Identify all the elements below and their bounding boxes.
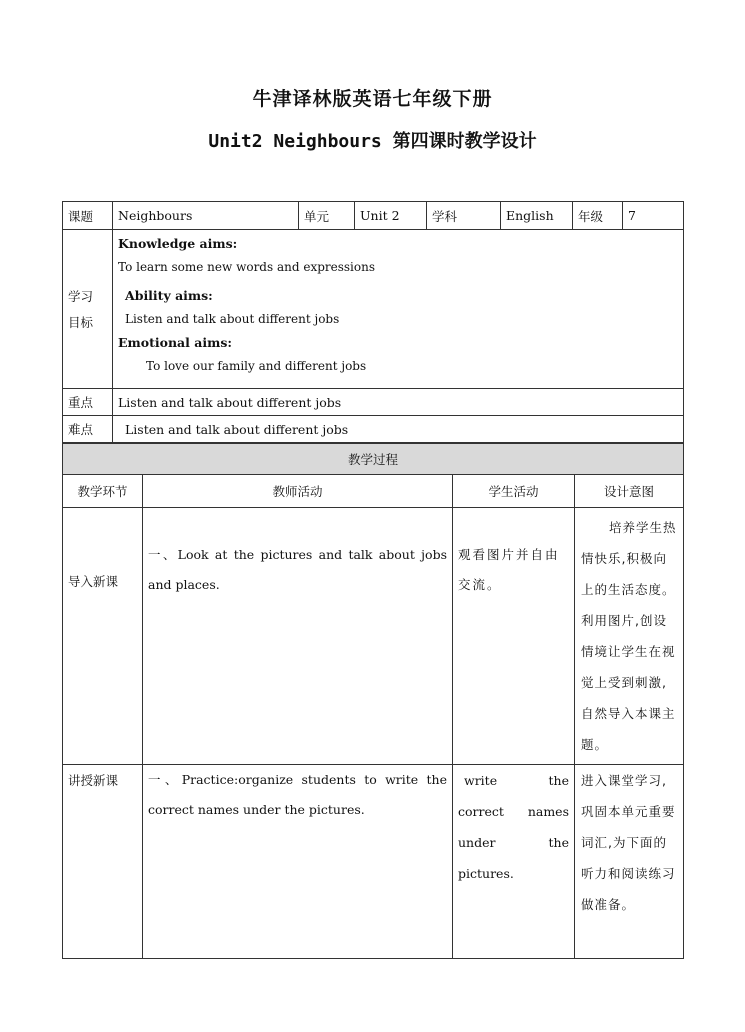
lesson-info-table	[62, 201, 684, 443]
teacher-activity-intro: 一、Look at the pictures and talk about jobs and places.	[143, 508, 453, 765]
header-stage: 教学环节	[63, 475, 143, 508]
emotional-aims-text: To love our family and different jobs	[146, 359, 367, 373]
grade-label: 年级	[573, 202, 623, 230]
subject-label: 学科	[427, 202, 501, 230]
emotional-aims-heading: Emotional aims:	[118, 335, 232, 350]
subtitle-english: Unit2 Neighbours	[208, 131, 393, 152]
teacher-activity-new-lesson: 一、Practice:organize students to write the correct names under the pictures.	[143, 765, 453, 959]
difficulty-label: 难点	[63, 416, 113, 443]
stage-new-lesson: 讲授新课	[63, 765, 143, 959]
stage-intro: 导入新课	[63, 508, 143, 765]
process-row-intro	[63, 508, 684, 765]
process-section-title: 教学过程	[63, 444, 684, 475]
student-activity-intro: 观看图片并自由交流。	[453, 508, 575, 765]
student-activity-new-lesson: write the correct names under the pictures.	[453, 765, 575, 959]
process-row-new-lesson	[63, 765, 684, 959]
topic-value: Neighbours	[113, 202, 299, 230]
process-section-row	[63, 444, 684, 475]
info-row-topic	[63, 202, 684, 230]
aims-label	[63, 230, 113, 389]
ability-aims-heading: Ability aims:	[125, 288, 213, 303]
header-teacher-activity: 教师活动	[143, 475, 453, 508]
info-row-aims	[63, 230, 684, 389]
subtitle-chinese: 第四课时教学设计	[392, 131, 537, 152]
grade-value: 7	[623, 202, 684, 230]
topic-label: 课题	[63, 202, 113, 230]
aims-label-line1: 学习	[68, 289, 94, 304]
key-points-text: Listen and talk about different jobs	[113, 389, 684, 416]
key-points-label: 重点	[63, 389, 113, 416]
difficulty-text: Listen and talk about different jobs	[113, 416, 684, 443]
header-student-activity: 学生活动	[453, 475, 575, 508]
knowledge-aims-text: To learn some new words and expressions	[118, 260, 375, 274]
info-row-key-points	[63, 389, 684, 416]
unit-value: Unit 2	[355, 202, 427, 230]
subject-value: English	[501, 202, 573, 230]
aims-content	[113, 230, 684, 389]
process-header-row	[63, 475, 684, 508]
document-title: 牛津译林版英语七年级下册	[252, 88, 493, 110]
knowledge-aims-heading: Knowledge aims:	[118, 236, 238, 251]
document-subtitle	[0, 127, 745, 153]
unit-label: 单元	[299, 202, 355, 230]
teaching-process-table	[62, 443, 684, 959]
ability-aims-text: Listen and talk about different jobs	[125, 312, 340, 326]
info-row-difficulty	[63, 416, 684, 443]
design-intent-intro: 培养学生热情快乐,积极向上的生活态度。利用图片,创设情境让学生在视觉上受到刺激,自然导入本课主题。	[575, 508, 684, 765]
aims-label-line2: 目标	[68, 315, 94, 330]
design-intent-new-lesson: 进入课堂学习,巩固本单元重要词汇,为下面的听力和阅读练习做准备。	[575, 765, 684, 959]
header-design-intent: 设计意图	[575, 475, 684, 508]
